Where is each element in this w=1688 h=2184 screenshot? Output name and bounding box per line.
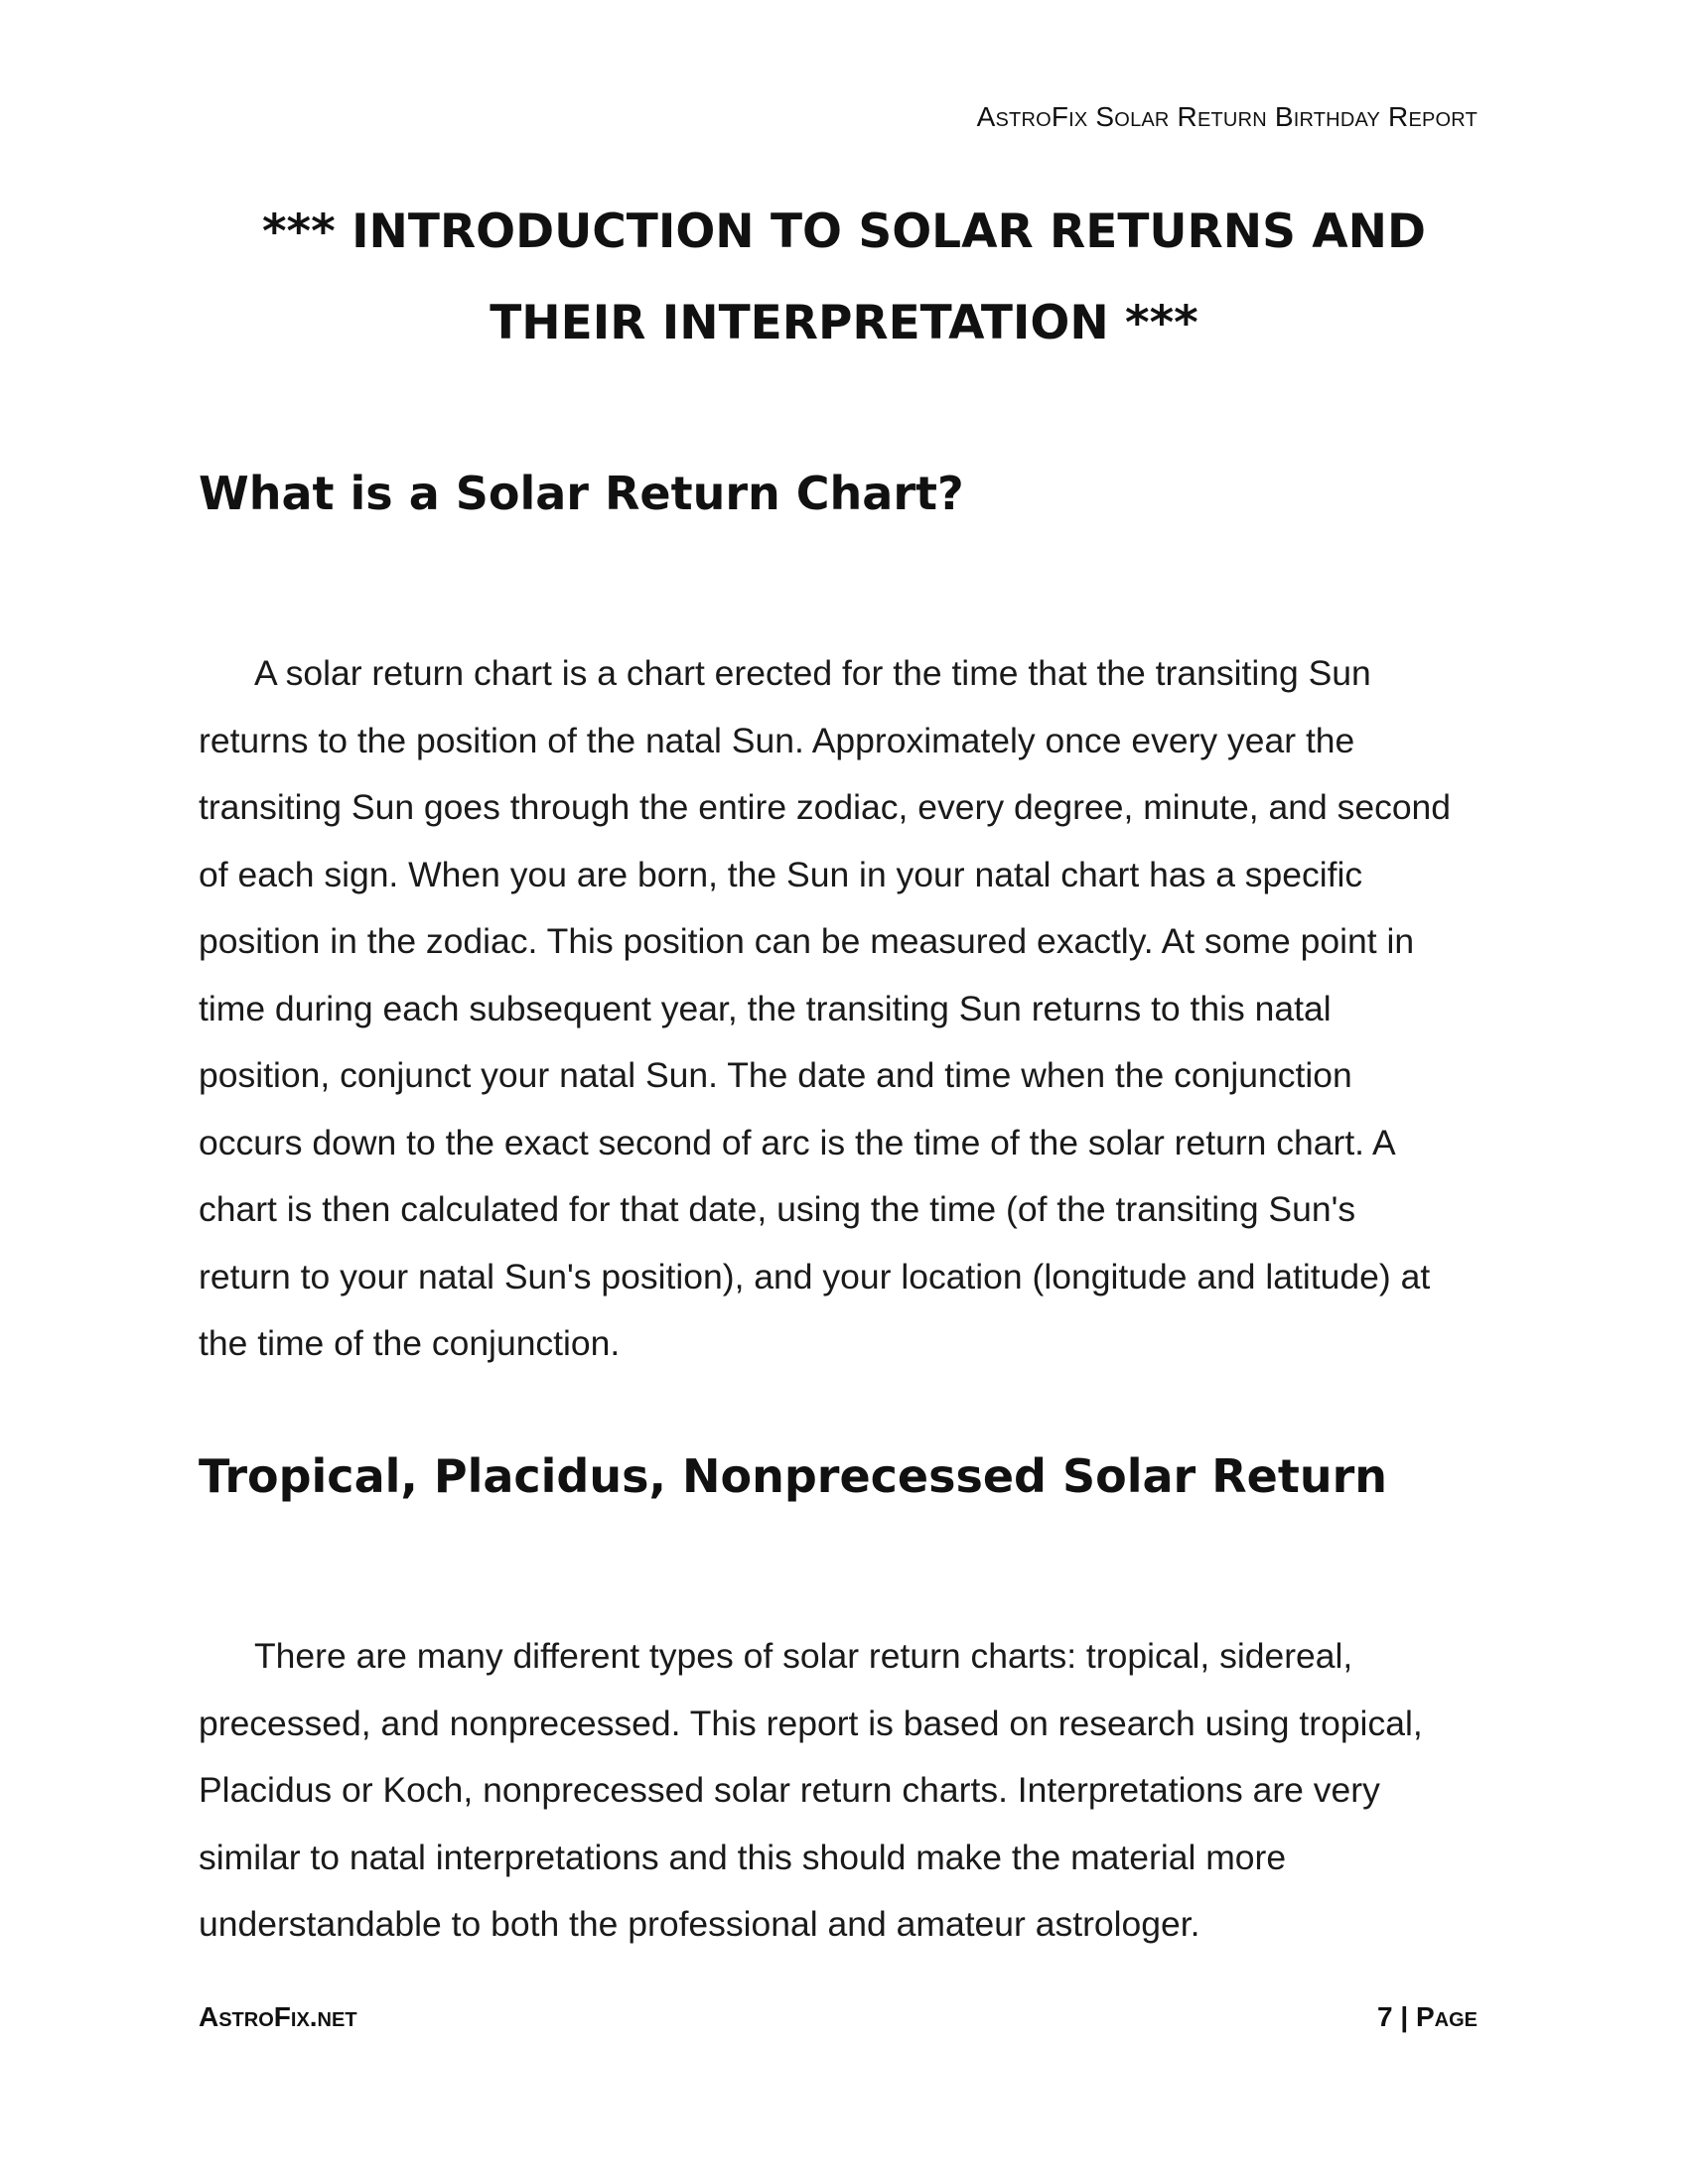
paragraph-line: time during each subsequent year, the transiting Sun returns to this natal (199, 988, 1332, 1028)
paragraph-line: Placidus or Koch, nonprecessed solar return charts. Interpretations are very (199, 1770, 1380, 1810)
page-title-line-1: *** INTRODUCTION TO SOLAR RETURNS AND (261, 205, 1427, 259)
paragraph-line: of each sign. When you are born, the Sun in your natal chart has a specific (199, 854, 1363, 894)
footer-page-number: 7 | Page (1377, 2001, 1477, 2032)
page-title-line-2: THEIR INTERPRETATION *** (490, 296, 1198, 350)
page-title (199, 187, 1489, 369)
paragraph-line: A solar return chart is a chart erected for the time that the transiting Sun (254, 653, 1371, 693)
paragraph-line: chart is then calculated for that date, using the time (of the transiting Sun's (199, 1189, 1356, 1229)
paragraph-tropical-placidus (199, 1623, 1494, 1959)
paragraph-line: precessed, and nonprecessed. This report is based on research using tropical, (199, 1703, 1423, 1743)
section-heading-what-is-solar-return: What is a Solar Return Chart? (199, 467, 964, 520)
paragraph-line: transiting Sun goes through the entire zodiac, every degree, minute, and second (199, 787, 1452, 827)
running-header: AstroFix Solar Return Birthday Report (976, 101, 1477, 132)
paragraph-line: There are many different types of solar return charts: tropical, sidereal, (254, 1636, 1353, 1676)
paragraph-line: similar to natal interpretations and this should make the material more (199, 1837, 1287, 1877)
section-heading-tropical-placidus: Tropical, Placidus, Nonprecessed Solar Return (199, 1449, 1388, 1503)
footer-site-name: AstroFix.net (199, 2001, 357, 2032)
paragraph-line: returns to the position of the natal Sun. Approximately once every year the (199, 720, 1355, 760)
paragraph-line: the time of the conjunction. (199, 1323, 621, 1363)
paragraph-line: position in the zodiac. This position can be measured exactly. At some point in (199, 921, 1415, 961)
paragraph-what-is-solar-return (199, 640, 1494, 1378)
paragraph-line: position, conjunct your natal Sun. The date and time when the conjunction (199, 1055, 1352, 1095)
paragraph-line: understandable to both the professional and amateur astrologer. (199, 1904, 1200, 1944)
paragraph-line: occurs down to the exact second of arc is the time of the solar return chart. A (199, 1122, 1396, 1162)
paragraph-line: return to your natal Sun's position), and your location (longitude and latitude) at (199, 1256, 1431, 1297)
